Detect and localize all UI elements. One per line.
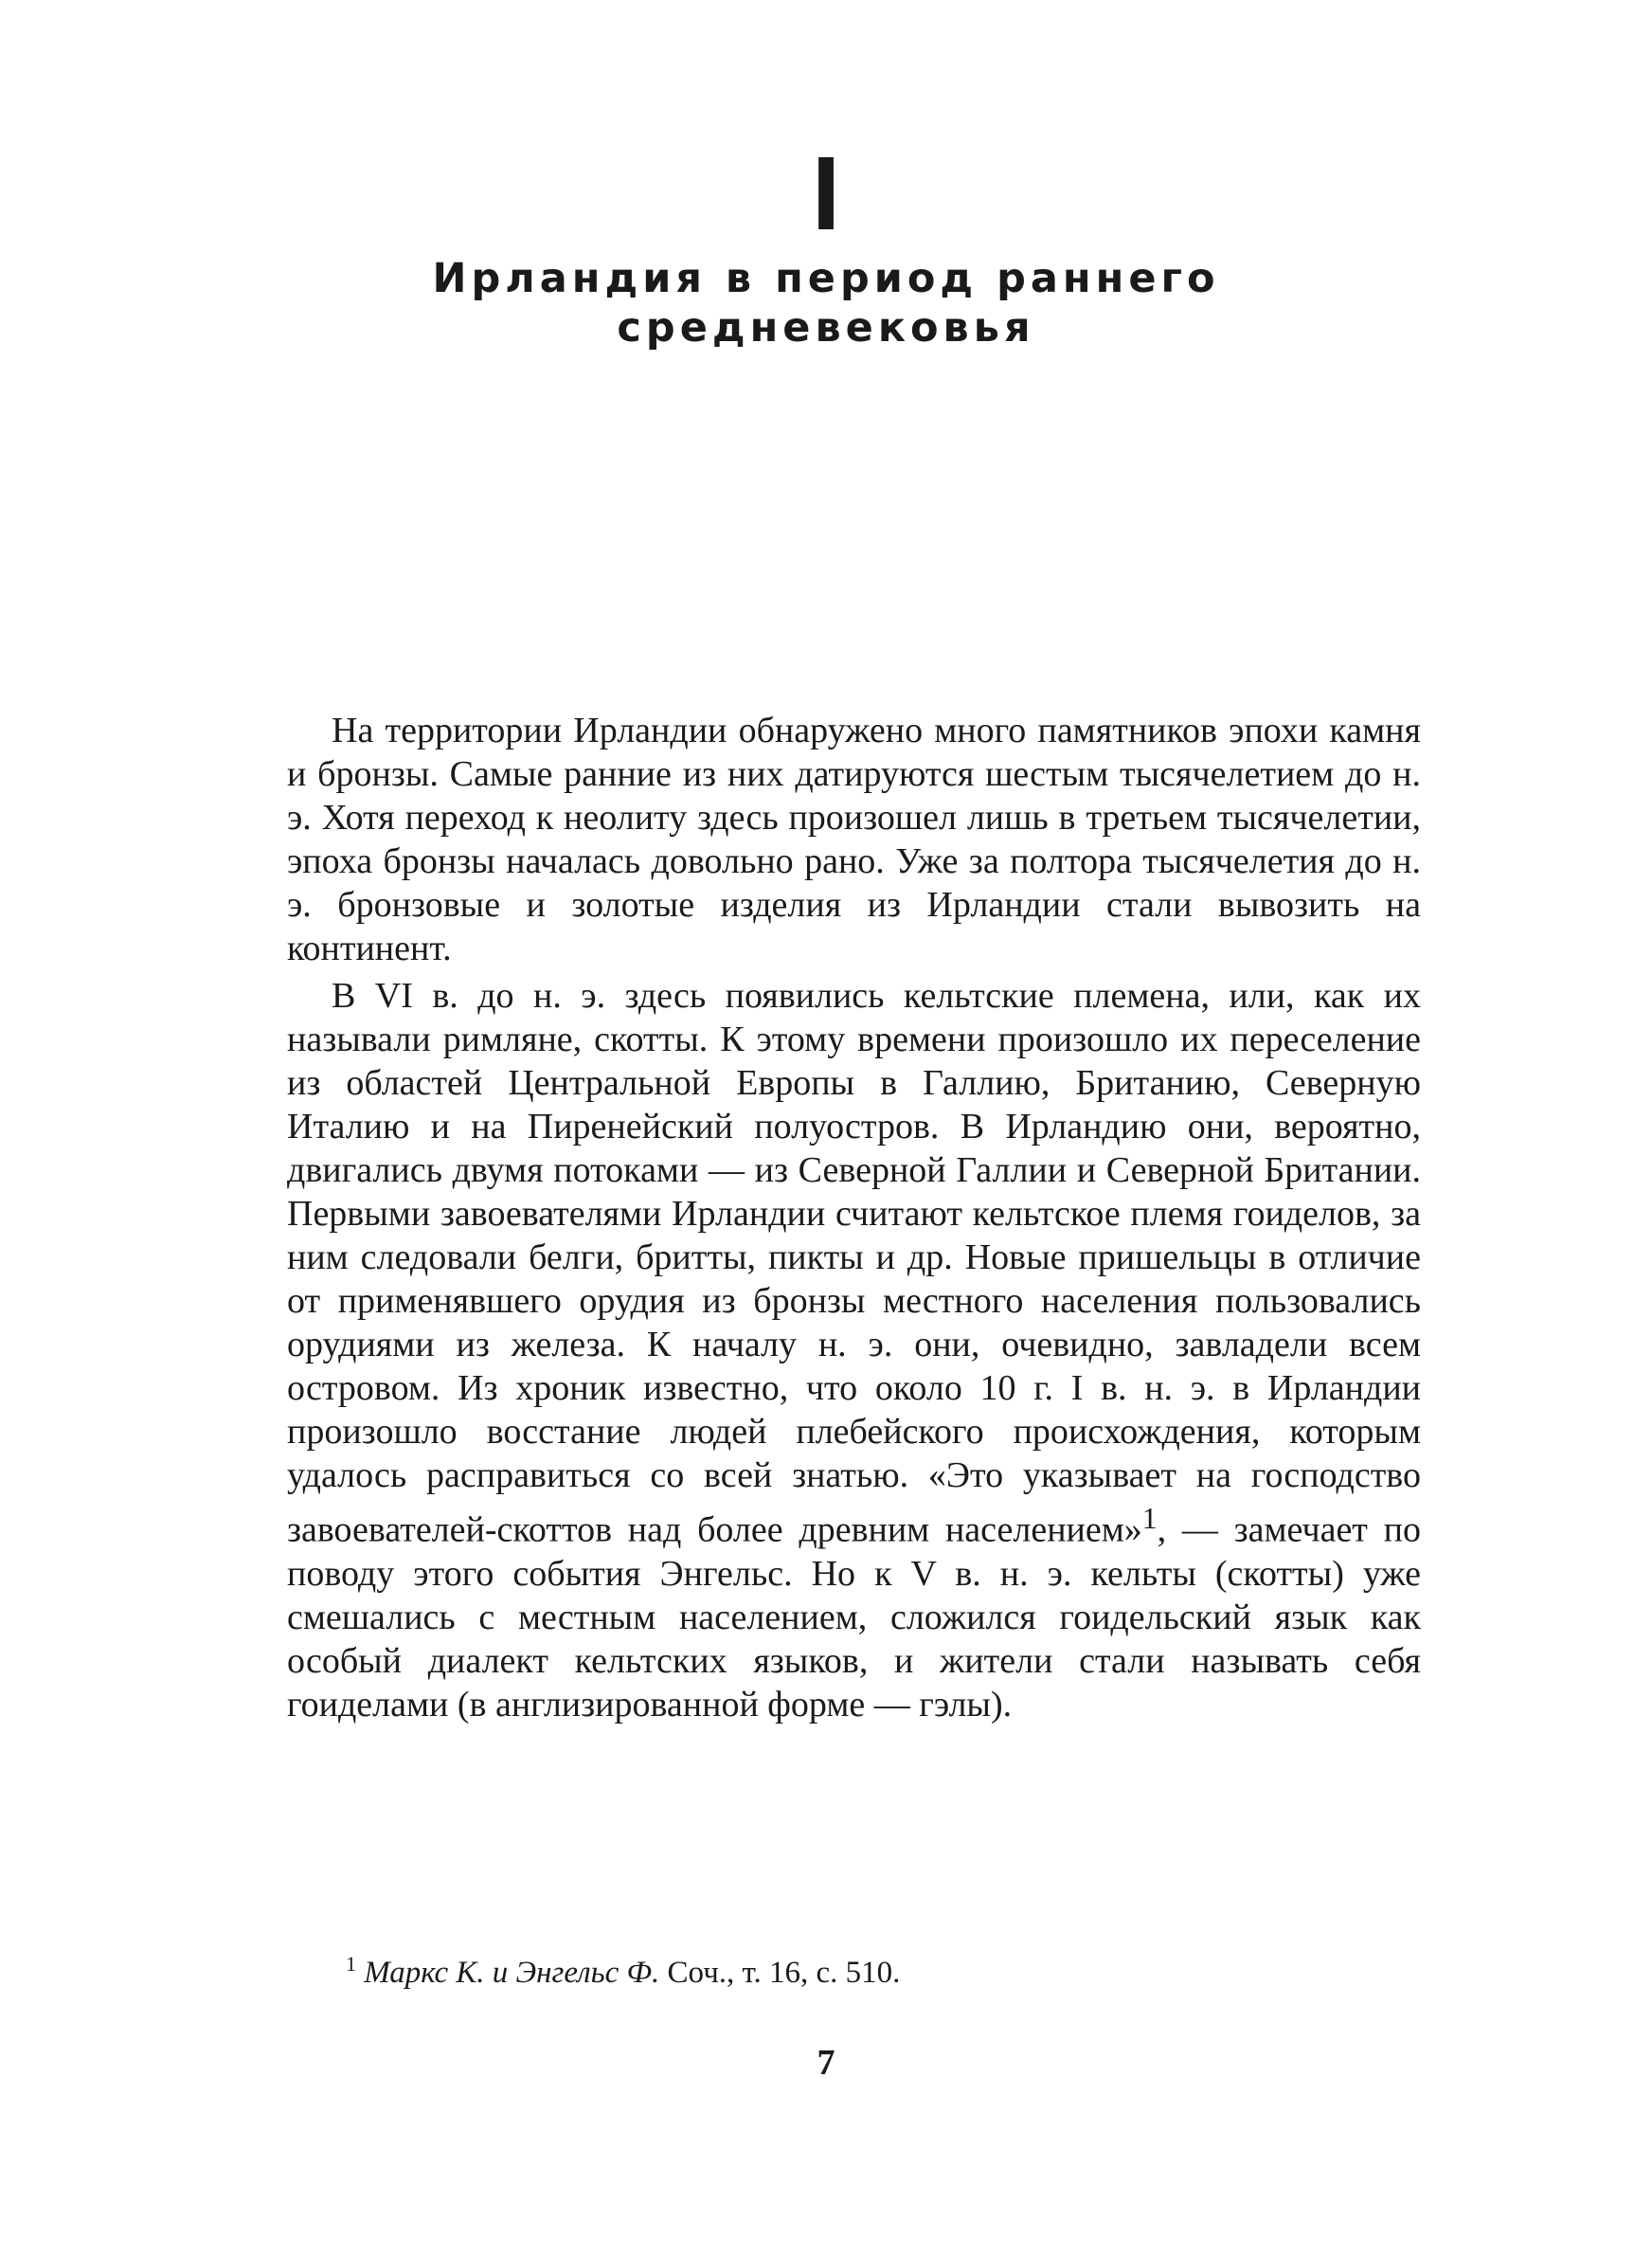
footnote-reference-text: Соч., т. 16, с. 510.: [659, 1956, 901, 1990]
footnote-authors: Маркс К. и Энгельс Ф.: [364, 1956, 660, 1990]
page-number: 7: [817, 2043, 835, 2083]
chapter-title: [284, 254, 1368, 352]
footnote-reference[interactable]: 1: [1141, 1502, 1158, 1535]
paragraph-2-part-2: , — замечает по поводу этого события Энгельс. Но к V в. н. э. кельты (скотты) уже смешались с местным населением, сложился гоидельский язык как особый диалект кельтских языков, и жители стали называть себя гоиделами (в англизированной форме — гэлы).: [287, 1509, 1421, 1724]
chapter-number: I: [811, 135, 841, 252]
chapter-title-line-1: Ирландия в период раннего: [432, 255, 1220, 302]
footnote-marker: 1: [346, 1952, 356, 1976]
footnote: [346, 1945, 1388, 1992]
main-text: [287, 709, 1421, 1726]
paragraph-2-part-1: В VI в. до н. э. здесь появились кельтские племена, или, как их называли римляне, скотты. К этому времени произошло их переселение из областей Центральной Европы в Галлию, Британию, Северную Италию и на Пиренейский полуостров. В Ирландию они, вероятно, двигались двумя потоками — из Северной Галлии и Северной Британии. Первыми завоевателями Ирландии считают кельтское племя гоиделов, за ним следовали белги, бритты, пикты и др. Новые пришельцы в отличие от применявшего орудия из бронзы местного населения пользовались орудиями из железа. К началу н. э. они, очевидно, завладели всем островом. Из хроник известно, что около 10 г. I в. н. э. в Ирландии произошло восстание людей плебейского происхождения, которым удалось расправиться со всей знатью. «Это указывает на господство завоевателей-скоттов над более древним населением»: [287, 976, 1421, 1550]
paragraph-1: На территории Ирландии обнаружено много памятников эпохи камня и бронзы. Самые ранние из них датируются шестым тысячелетием до н. э. Хотя переход к неолиту здесь произошел лишь в третьем тысячелетии, эпоха бронзы началась довольно рано. Уже за полтора тысячелетия до н. э. бронзовые и золотые изделия из Ирландии стали вывозить на континент.: [287, 711, 1421, 968]
paragraph-2: [287, 974, 1421, 1726]
chapter-title-line-2: средневековья: [617, 304, 1035, 352]
